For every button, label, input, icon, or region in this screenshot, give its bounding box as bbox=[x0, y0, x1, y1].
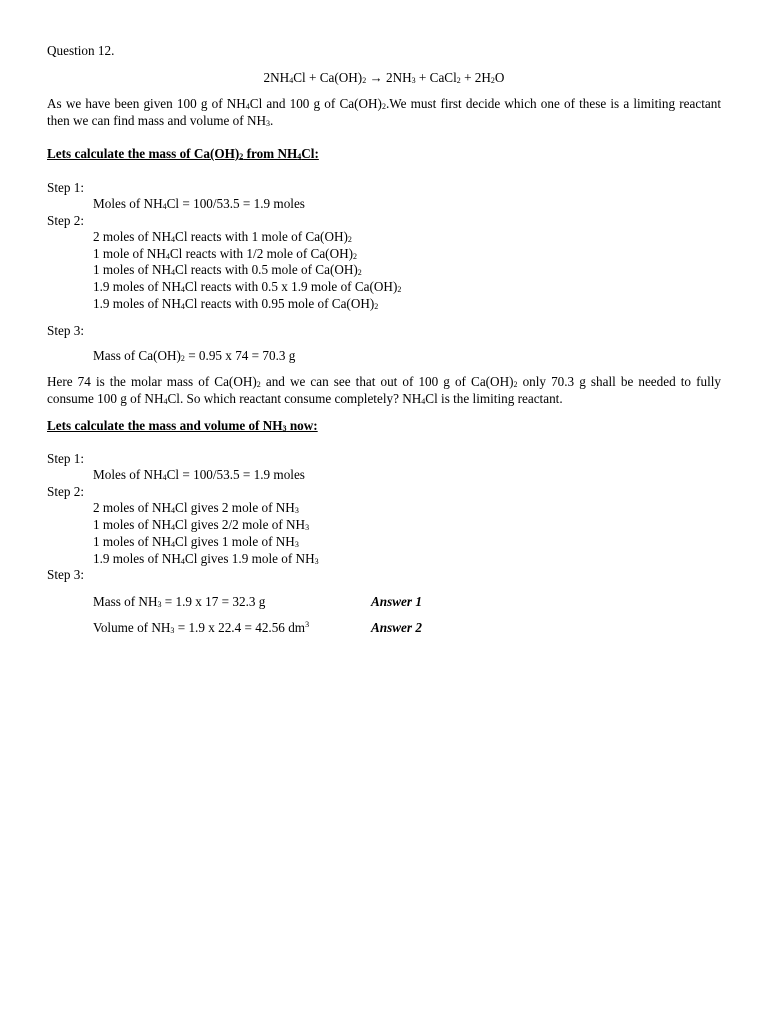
section2-step2-line: 1.9 moles of $NH_4Cl$ gives 1.9 mole of $NH_3$ bbox=[93, 551, 319, 566]
section2-step2-line: 1 moles of $NH_4Cl$ gives 1 mole of $NH_3$ bbox=[93, 534, 299, 549]
section1-heading: Lets calculate the mass of $Ca(OH)_2$ from $NH_4Cl$: bbox=[47, 146, 319, 161]
section1-conclusion: Here 74 is the molar mass of $Ca(OH)_2$ and we can see that out of 100 g of $Ca(OH)_2$ only 70.3 g shall be needed to fully consume 100 g of $NH_4Cl$. So which reactant consume completely? $NH_4Cl$ is the limiting reactant. bbox=[47, 374, 721, 406]
section2-heading: Lets calculate the mass and volume of $NH_3$ now: bbox=[47, 418, 318, 433]
mass-of-nh3-line: Mass of $NH_3 = 1.9$ x 17 = 32.3 g bbox=[93, 594, 266, 609]
intro-paragraph: As we have been given 100 g of $NH_4Cl$ and 100 g of $Ca(OH)_2.We$ must first decide which one of these is a limiting reactant then we can find mass and volume of $NH_3$. bbox=[47, 96, 722, 128]
section1-step3-line: Mass of $Ca(OH)_2 = 0.95$ x 74 = 70.3 g bbox=[93, 348, 296, 363]
section2-step3-label: Step 3: bbox=[47, 567, 84, 582]
reaction-equation: $2NH_4Cl + Ca(OH)_2 \to 2NH_3$ + CaCl$_2$ + $2H_2O$ bbox=[263, 70, 505, 85]
section1-step2-line: 2 moles of $NH_4Cl$ reacts with 1 mole of $Ca(OH)_2$ bbox=[93, 229, 352, 244]
section2-step2-line: 1 moles of $NH_4Cl$ gives 2/2 mole of $NH_3$ bbox=[93, 517, 310, 532]
answer-2-label: Answer 2 bbox=[371, 620, 422, 635]
section2-step1-line: Moles of $NH_4Cl = 100/53.5 = 1.9$ moles bbox=[93, 467, 305, 482]
volume-of-nh3-line: Volume of $NH_3 = 1.9$ x 22.4 = 42.56 $dm^3$ bbox=[93, 620, 310, 635]
section2-step1-label: Step 1: bbox=[47, 451, 84, 466]
section1-step1-line: Moles of $NH_4Cl = 100/53.5 = 1.9$ moles bbox=[93, 196, 305, 211]
section1-step2-line: 1 moles of $NH_4Cl$ reacts with 0.5 mole of $Ca(OH)_2$ bbox=[93, 262, 362, 277]
section1-step2-line: 1.9 moles of $NH_4Cl$ reacts with 0.5 x 1.9 mole of $Ca(OH)_2$ bbox=[93, 279, 402, 294]
section1-step1-label: Step 1: bbox=[47, 180, 84, 195]
section2-step2-line: 2 moles of $NH_4Cl$ gives 2 mole of $NH_3$ bbox=[93, 500, 299, 515]
section1-step2-line: 1.9 moles of $NH_4Cl$ reacts with 0.95 mole of $Ca(OH)_2$ bbox=[93, 296, 379, 311]
section2-step2-label: Step 2: bbox=[47, 484, 84, 499]
section1-step2-line: 1 mole of $NH_4Cl$ reacts with 1/2 mole of $Ca(OH)_2$ bbox=[93, 246, 358, 261]
answer-1-label: Answer 1 bbox=[371, 594, 422, 609]
section1-step3-label: Step 3: bbox=[47, 323, 84, 338]
section1-step2-label: Step 2: bbox=[47, 213, 84, 228]
question-label: Question 12. bbox=[47, 43, 115, 58]
